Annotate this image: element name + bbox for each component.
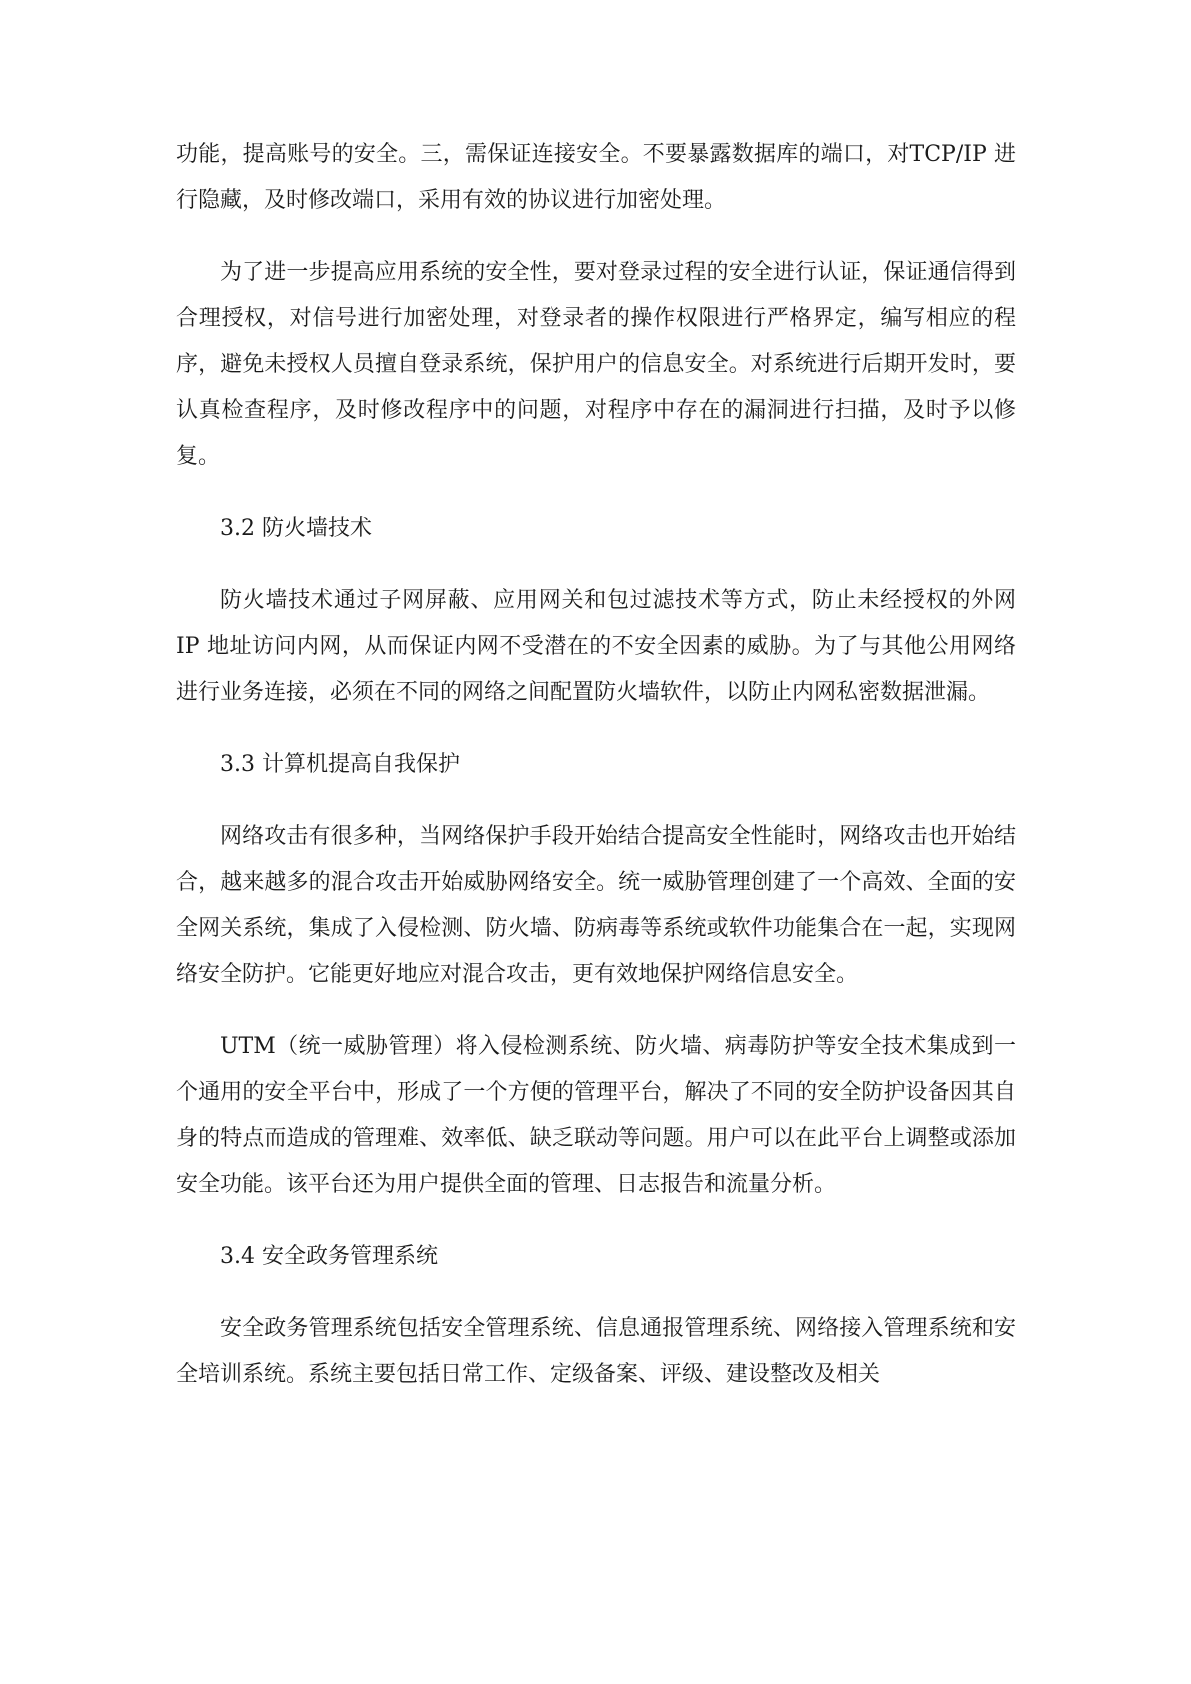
section-heading-3-2: 3.2 防火墙技术 bbox=[220, 516, 372, 541]
document-body bbox=[176, 132, 1016, 1398]
paragraph-firewall: 防火墙技术通过子网屏蔽、应用网关和包过滤技术等方式，防止未经授权的外网 IP 地址访问内网，从而保证内网不受潜在的不安全因素的威胁。为了与其他公用网络进行业务连接，必须在不同的网络之间配置防火墙软件，以防止内网私密数据泄漏。 bbox=[176, 588, 1016, 705]
section-heading-3-3: 3.3 计算机提高自我保护 bbox=[220, 752, 460, 777]
paragraph-utm: UTM（统一威胁管理）将入侵检测系统、防火墙、病毒防护等安全技术集成到一个通用的安全平台中，形成了一个方便的管理平台，解决了不同的安全防护设备因其自身的特点而造成的管理难、效率低、缺乏联动等问题。用户可以在此平台上调整或添加安全功能。该平台还为用户提供全面的管理、日志报告和流量分析。 bbox=[176, 1034, 1016, 1197]
section-heading-3-4: 3.4 安全政务管理系统 bbox=[220, 1244, 438, 1269]
paragraph-network-attack: 网络攻击有很多种，当网络保护手段开始结合提高安全性能时，网络攻击也开始结合，越来越多的混合攻击开始威胁网络安全。统一威胁管理创建了一个高效、全面的安全网关系统，集成了入侵检测、防火墙、防病毒等系统或软件功能集合在一起，实现网络安全防护。它能更好地应对混合攻击，更有效地保护网络信息安全。 bbox=[176, 824, 1016, 987]
paragraph-app-security: 为了进一步提高应用系统的安全性，要对登录过程的安全进行认证，保证通信得到合理授权，对信号进行加密处理，对登录者的操作权限进行严格界定，编写相应的程序，避免未授权人员擅自登录系统，保护用户的信息安全。对系统进行后期开发时，要认真检查程序，及时修改程序中的问题，对程序中存在的漏洞进行扫描，及时予以修复。 bbox=[176, 260, 1016, 469]
paragraph-gov-management: 安全政务管理系统包括安全管理系统、信息通报管理系统、网络接入管理系统和安全培训系统。系统主要包括日常工作、定级备案、评级、建设整改及相关 bbox=[176, 1316, 1016, 1387]
paragraph-continuation: 功能，提高账号的安全。三，需保证连接安全。不要暴露数据库的端口，对TCP/IP 进行隐藏，及时修改端口，采用有效的协议进行加密处理。 bbox=[176, 142, 1016, 213]
